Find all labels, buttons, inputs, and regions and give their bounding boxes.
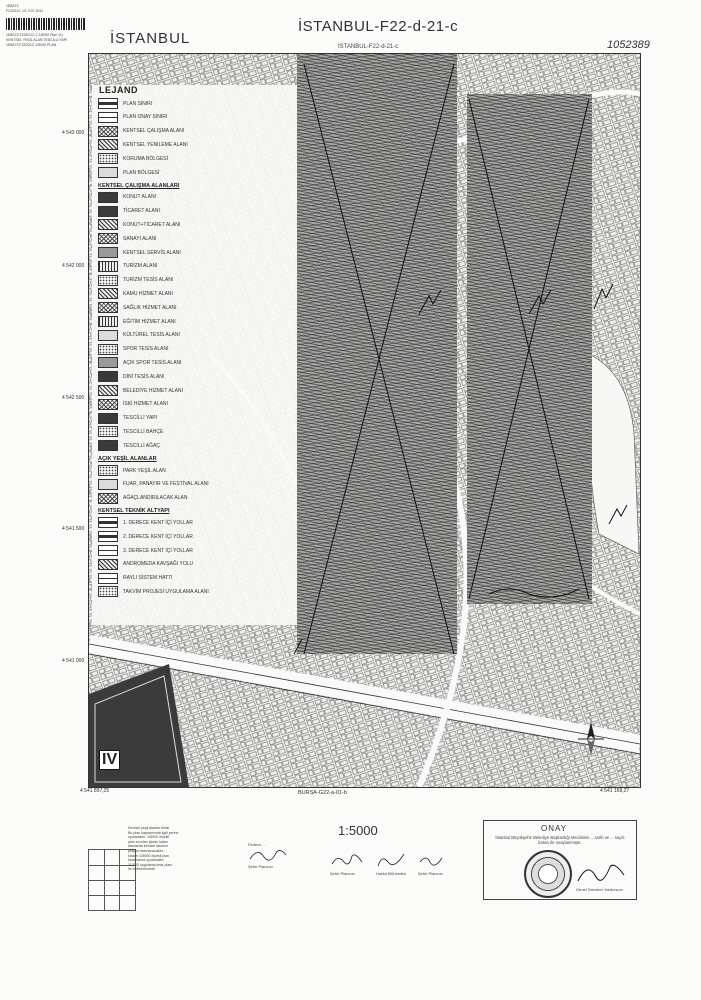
legend-item	[98, 167, 159, 178]
legend-item	[98, 586, 209, 597]
legend-swatch	[98, 112, 118, 123]
coord-left: 4 542 000	[62, 263, 85, 269]
legend-item	[98, 531, 193, 542]
legend-item	[98, 440, 160, 451]
legend-label: 1. DERECE KENT İÇİ YOLLAR	[123, 519, 193, 526]
legend-swatch	[98, 413, 118, 424]
signature-block	[330, 852, 364, 876]
legend-label: EĞİTİM HİZMET ALANI	[123, 318, 176, 325]
note-line: 1/1000 uygulama imar planı	[128, 862, 173, 867]
note-line: uyulacaktır. 1/5000 ölçekli	[128, 835, 170, 840]
approval-title: ONAY	[541, 824, 568, 833]
legend-swatch	[98, 139, 118, 150]
legend-item	[98, 344, 168, 355]
legend-item	[98, 98, 152, 109]
stamp-number: 1052389	[607, 39, 650, 51]
legend-item	[98, 247, 181, 258]
legend-item	[98, 385, 183, 396]
north-arrow-icon	[578, 722, 604, 756]
legend-swatch	[98, 479, 118, 490]
city-title: İSTANBUL	[110, 30, 191, 47]
legend-label: TURİZM ALANI	[123, 263, 158, 270]
signer-title: Şehir Plancısı	[330, 871, 355, 876]
legend-item	[98, 112, 167, 123]
legend-swatch	[98, 465, 118, 476]
handwritten-signature	[248, 847, 288, 863]
legend-label: 3. DERECE KENT İÇİ YOLLAR	[123, 547, 193, 554]
legend-label: TESCİLLİ YAPI	[123, 415, 157, 422]
legend-label: RAYLI SİSTEM HATTI	[123, 575, 173, 582]
legend-label: SANAYİ ALANI	[123, 235, 157, 242]
legend-label: KENTSEL YENİLEME ALANI	[123, 141, 188, 148]
coord-left: 4 542 500	[62, 395, 85, 401]
signatures-middle	[330, 852, 448, 876]
legend-item	[98, 206, 160, 217]
legend-swatch	[98, 247, 118, 258]
signer-title: Şehir Plancısı	[418, 871, 443, 876]
legend-item	[98, 330, 180, 341]
adjacent-sheet-label: BURSA-G22-a-01-b	[298, 790, 347, 796]
handwritten-signature	[418, 852, 448, 870]
header-line: 1E8A73-F22D21C 2 1/5000 Plan 1/1	[6, 33, 64, 37]
legend-label: TİCARET ALANI	[123, 208, 160, 215]
approval-text: İstanbul Büyükşehir Belediye Başkanlığı Meclisinin ... tarih ve ... sayılı kararı ile onaylanmıştır.	[495, 835, 625, 845]
signer-name: Firdevs ...	[248, 842, 266, 847]
legend-label: SPOR TESİS ALANI	[123, 346, 169, 353]
legend-label: İSKİ HİZMET ALANI	[123, 401, 168, 408]
legend-swatch	[98, 573, 118, 584]
legend-swatch	[98, 126, 118, 137]
coord-bottom-right: 4 541 168,27	[600, 788, 630, 794]
legend-item	[98, 126, 184, 137]
note-line: plan sınırları içinde kalan	[128, 839, 168, 844]
legend-swatch	[98, 98, 118, 109]
legend-label: SAĞLIK HİZMET ALANI	[123, 304, 177, 311]
legend-item	[98, 517, 193, 528]
legend-title: LEJAND	[99, 85, 139, 95]
legend-swatch	[98, 586, 118, 597]
legend-swatch	[98, 288, 118, 299]
legend-swatch	[98, 531, 118, 542]
legend-heading: AÇIK YEŞİL ALANLAR	[98, 456, 157, 462]
coord-left: 4 543 000	[62, 130, 85, 136]
legend-item	[98, 316, 176, 327]
legend-item	[98, 192, 156, 203]
legend-label: KORUMA BÖLGESİ	[123, 155, 169, 162]
legend-label: PARK YEŞİL ALAN	[123, 467, 166, 474]
legend-swatch	[98, 440, 118, 451]
legend-label: ANDROMEDA KAVŞAĞI YOLU	[123, 561, 194, 568]
legend-swatch	[98, 192, 118, 203]
legend-item	[98, 573, 173, 584]
signature-left	[248, 842, 288, 869]
legend-label: TAKVİM PROJESİ UYGULAMA ALANI	[123, 588, 209, 595]
legend-item	[98, 545, 193, 556]
legend-item	[98, 413, 157, 424]
approval-signer-title: Genel Sekreter Yardımcısı	[576, 887, 623, 892]
header-line: F22D21C 1/1 3.07.2011	[6, 9, 44, 13]
legend-item	[98, 493, 187, 504]
legend-item	[98, 559, 193, 570]
legend-label: TURİZM TESİS ALANI	[123, 277, 174, 284]
legend-label: PLAN ONAY SINIRI	[123, 114, 168, 121]
legend-item	[98, 153, 168, 164]
signer-title: Harita Mühendisi	[376, 871, 407, 876]
legend-label: KENTSEL ÇALIŞMA ALANI	[123, 128, 185, 135]
legend-label: PLAN BÖLGESİ	[123, 169, 160, 176]
sheet-subtitle: İSTANBUL-F22-d-21-c	[338, 44, 399, 50]
coord-left: 4 541 500	[62, 526, 85, 532]
legend-swatch	[98, 206, 118, 217]
signer-title: Şehir Plancısı	[248, 864, 273, 869]
signature-block	[418, 852, 448, 876]
header-info-lines	[6, 33, 101, 93]
legend-heading: KENTSEL TEKNİK ALTYAPI	[98, 508, 170, 515]
official-seal-icon	[524, 850, 572, 898]
note-line: kararlarına uyulacaktır.	[128, 858, 165, 863]
legend-label: FUAR, PANAYIR VE FESTİVAL ALANI	[123, 481, 209, 488]
coord-bottom-left: 4 541 897,25	[80, 788, 110, 794]
legend-item	[98, 371, 164, 382]
legend-label: KÜLTÜREL TESİS ALANI	[123, 332, 180, 339]
legend-swatch	[98, 302, 118, 313]
legend-swatch	[98, 545, 118, 556]
legend-label: KONUT ALANI	[123, 194, 156, 201]
region-label-iv: IV	[99, 750, 120, 770]
legend-item	[98, 357, 182, 368]
legend-label: KENTSEL SERVİS ALANI	[123, 249, 181, 256]
scale-label: 1:5000	[338, 823, 378, 838]
legend-label: TESCİLLİ BAHÇE	[123, 428, 164, 435]
legend-item	[98, 288, 173, 299]
legend-item	[98, 426, 163, 437]
legend-swatch	[98, 219, 118, 230]
coord-left: 4 541 000	[62, 658, 85, 664]
note-line: ile belirlenecektir.	[128, 867, 156, 872]
handwritten-signature	[376, 852, 406, 870]
legend-panel	[92, 85, 297, 625]
note-line: Nazım 1/5000 ölçekli plan	[128, 853, 170, 858]
legend-heading: KENTSEL ÇALIŞMA ALANLARI	[98, 182, 180, 189]
legend-swatch	[98, 371, 118, 382]
legend-swatch	[98, 426, 118, 437]
plan-notes	[128, 826, 204, 872]
legend-swatch	[98, 493, 118, 504]
legend-label: BELEDİYE HİZMET ALANI	[123, 387, 183, 394]
legend-item	[98, 465, 166, 476]
note-line: alanlarda kentsel tasarım	[128, 844, 169, 849]
legend-swatch	[98, 330, 118, 341]
legend-label: TESCİLLİ AĞAÇ	[123, 442, 160, 449]
legend-item	[98, 302, 177, 313]
legend-item	[98, 479, 209, 490]
barcode	[6, 18, 86, 30]
legend-swatch	[98, 233, 118, 244]
handwritten-signature	[330, 852, 364, 870]
legend-label: AÇIK SPOR TESİS ALANI	[123, 359, 182, 366]
header-line: KENTSEL YEŞİL ALAN TESCİLLİ YAPI	[6, 38, 68, 42]
legend-swatch	[98, 275, 118, 286]
legend-label: AĞAÇLANDIRILACAK ALAN	[123, 495, 188, 502]
legend-swatch	[98, 399, 118, 410]
header-line: 1E8A73 F22D21C 1/5000 PLAN	[6, 43, 57, 47]
legend-item	[98, 399, 168, 410]
legend-swatch	[98, 559, 118, 570]
legend-swatch	[98, 316, 118, 327]
legend-label: KONUT+TİCARET ALANI	[123, 221, 181, 228]
legend-item	[98, 233, 157, 244]
sheet-title: İSTANBUL-F22-d-21-c	[298, 18, 459, 35]
legend-swatch	[98, 153, 118, 164]
handwritten-signature	[576, 861, 626, 885]
legend-label: 2. DERECE KENT İÇİ YOLLAR	[123, 533, 193, 540]
header-line: 1E8A73	[6, 4, 19, 8]
legend-swatch	[98, 385, 118, 396]
legend-item	[98, 275, 173, 286]
legend-item	[98, 139, 188, 150]
legend-swatch	[98, 344, 118, 355]
legend-swatch	[98, 357, 118, 368]
note-line: projesi hazırlanacaktır.	[128, 848, 164, 853]
legend-swatch	[98, 261, 118, 272]
legend-item	[98, 219, 180, 230]
legend-item	[98, 261, 157, 272]
legend-label: DİNİ TESİS ALANI	[123, 373, 165, 380]
legend-swatch	[98, 517, 118, 528]
legend-label: PLAN SINIRI	[123, 100, 153, 107]
legend-swatch	[98, 167, 118, 178]
legend-label: KAMU HİZMET ALANI	[123, 290, 173, 297]
note-line: Kentsel yeşil alanlar tesisi	[128, 826, 170, 830]
note-line: Bu plan kapsamında ilgili yerine	[128, 830, 179, 835]
signature-block	[376, 852, 406, 876]
